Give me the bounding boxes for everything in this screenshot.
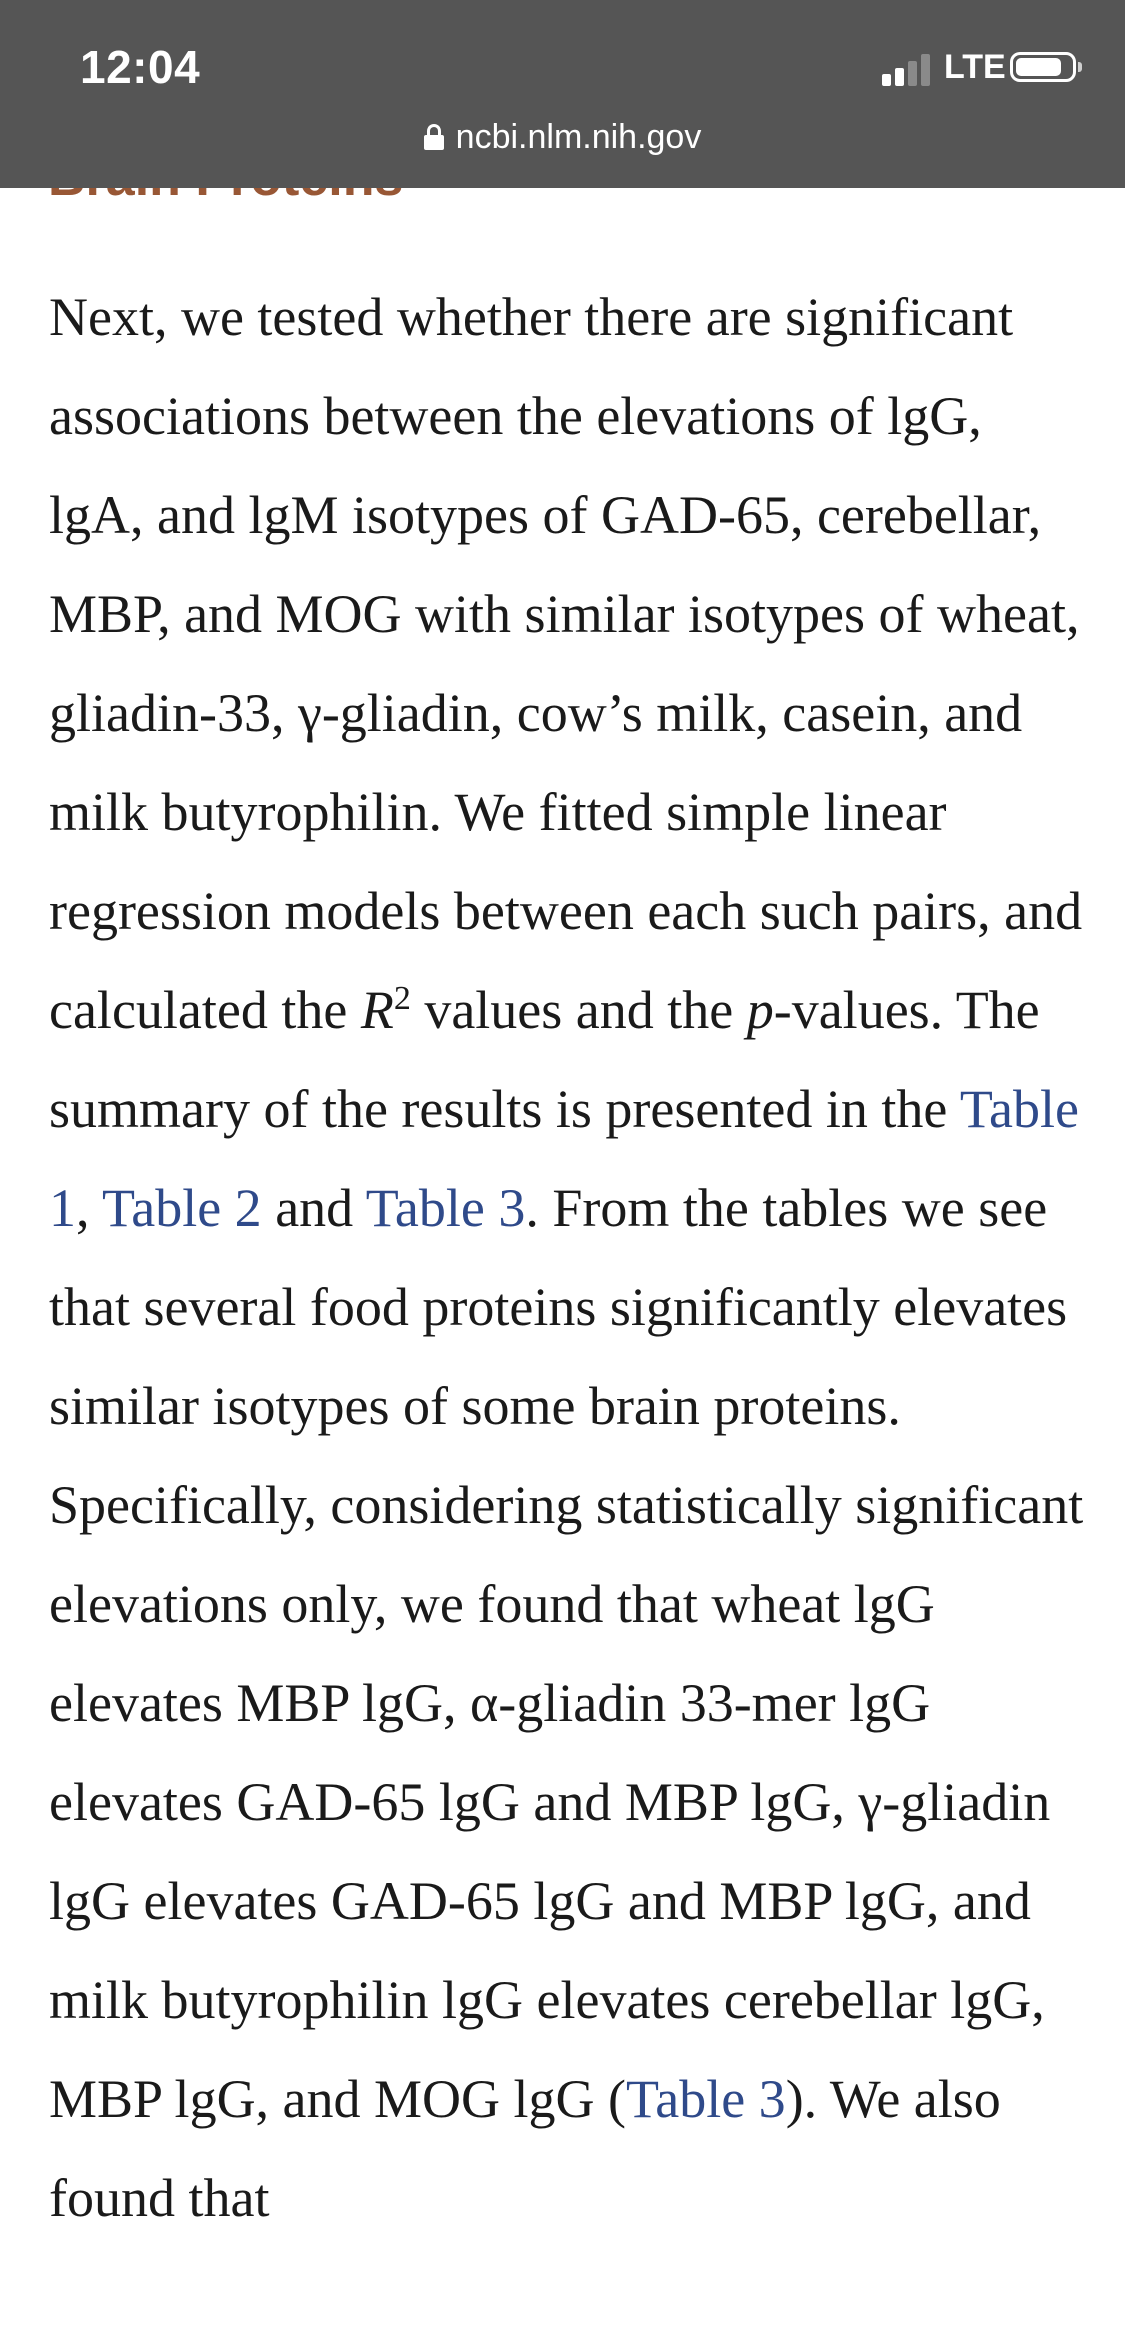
table-2-link[interactable]: Table 2: [102, 1178, 262, 1238]
cellular-signal-icon: [882, 52, 934, 86]
address-bar[interactable]: [0, 118, 1125, 157]
url-text: ncbi.nlm.nih.gov: [455, 118, 702, 156]
table-3-link-secondary[interactable]: Table 3: [626, 2069, 786, 2129]
network-type: LTE: [944, 48, 1006, 86]
table-3-link[interactable]: Table 3: [365, 1178, 526, 1238]
r-superscript: 2: [393, 980, 411, 1017]
paragraph-text: ,: [76, 1178, 103, 1238]
paragraph-text: . From the tables we see that several food proteins significantly elevates similar isotypes of some brain proteins. Specifically, considering statistically significant elevations only, we found that wheat lgG elevates MBP lgG, α-gliadin 33-mer lgG elevates GAD-65 lgG and MBP lgG, γ-gliadin lgG elevates GAD-65 lgG and MBP lgG, and milk butyrophilin lgG elevates cerebellar lgG, MBP lgG, and MOG lgG (: [49, 1178, 1084, 2129]
article-paragraph: [49, 268, 1089, 2248]
lock-icon: [424, 124, 444, 150]
paragraph-text: -values. The summary of the results is presented in the: [49, 980, 1040, 1139]
battery-icon: [1010, 52, 1076, 82]
status-time: 12:04: [80, 41, 201, 93]
paragraph-text: Next, we tested whether there are significant associations between the elevations of lgG, lgA, and lgM isotypes of GAD-65, cerebellar, MBP, and MOG with similar isotypes of wheat, gliadin-33, γ-gliadin, cow’s milk, casein, and milk butyrophilin. We fitted simple linear regression models between each such pairs, and calculated the: [49, 287, 1083, 1040]
p-symbol: p: [746, 980, 774, 1040]
paragraph-text: ). We also found that: [49, 2069, 1001, 2228]
r-symbol: R: [360, 980, 394, 1040]
table-1-link[interactable]: Table 1: [49, 1079, 1079, 1238]
status-bar: [0, 0, 1125, 188]
paragraph-text: values and the: [410, 980, 747, 1040]
paragraph-text: and: [261, 1178, 366, 1238]
